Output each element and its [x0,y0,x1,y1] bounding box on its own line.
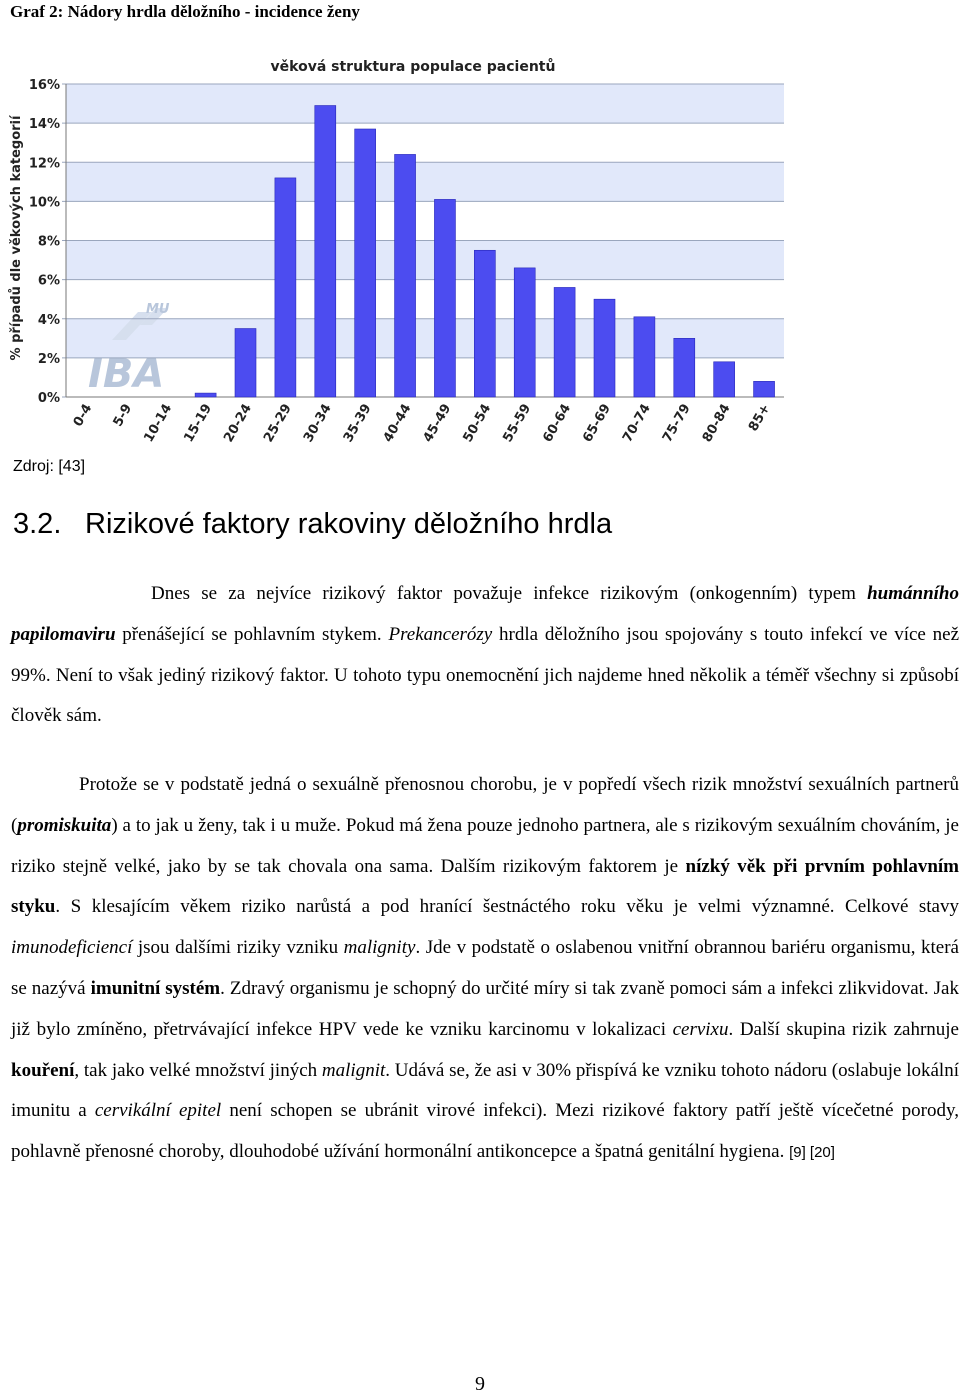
p2-term-cervikalni-epitel: cervikální epitel [94,1100,222,1122]
x-tick-label: 20-24 [221,401,255,445]
p2-term-malignity: malignity [343,937,416,959]
bar-65-69 [594,299,615,397]
x-tick-label: 10-14 [141,401,176,445]
y-tick-label: 0% [37,391,60,406]
y-tick-labels [29,78,60,406]
grid-band [66,84,784,123]
p1-term-hpv: humánního papilomaviru [11,583,959,645]
y-tick-label: 16% [28,78,60,93]
x-tick-labels [71,402,774,446]
x-tick-label: 75-79 [659,401,694,445]
y-tick-label: 2% [37,351,60,367]
p2-text-8: , tak jako velké množství jiných [74,1059,322,1081]
x-tick-label: 80-84 [699,401,734,445]
x-tick-label: 35-39 [340,401,375,445]
p1-text-1: Dnes se za nejvíce rizikový faktor považuje infekce rizikovým (onkogenním) typem [151,583,868,604]
source-note: Zdroj: [43] [13,458,86,475]
y-tick-label: 10% [28,195,60,211]
y-tick-label: 4% [37,312,60,328]
bar-35-39 [355,129,376,397]
bar-50-54 [474,250,495,397]
page-number: 9 [475,1373,485,1395]
p1-text-3: hrdla děložního jsou spojovány s touto infekcí ve více než 99%. Není to však jediný rizikový faktor. U tohoto typu onemocnění jich najdeme hned několik a téměř všechny si způsobí člověk sám. [11,623,959,727]
x-tick-label: 0-4 [70,401,96,430]
p2-term-promiskuita: promiskuita [17,814,112,836]
p2-text-3: . S klesajícím věkem riziko narůstá a pod hranící šestnáctého roku věku je velmi významné. Celkové stavy [55,896,959,918]
p1-term-prekancerozy: Prekancerózy [388,623,493,645]
p2-text-2: ) a to jak u ženy, tak i u muže. Pokud má žena pouze jednoho partnera, ale s rizikovým sexuálním chováním, je riziko stejně velké, jako by se tak chovala ona sama. Dalším rizikovým faktorem je [11,814,959,877]
x-tick-label: 40-44 [380,401,415,445]
x-tick-label: 45-49 [420,401,455,445]
p2-text-9: . Udává se, že asi v 30% přispívá ke vzniku tohoto nádoru (oslabuje lokální imunitu a [11,1059,959,1122]
x-tick-label: 70-74 [620,401,654,445]
watermark-iba: IBA [88,351,165,397]
bar-85+ [754,381,775,397]
section-heading [13,508,612,541]
p1-text-2: přenášející se pohlavním stykem. [115,623,389,645]
grid-band [66,201,784,240]
x-tick-label: 65-69 [580,401,614,445]
watermark-mu: MU [146,302,170,317]
bar-40-44 [395,154,416,397]
p2-term-cervix: cervixu [672,1018,729,1040]
p2-term-imunodeficience: imunodeficiencí [11,937,133,959]
grid-band [66,241,784,280]
bar-70-74 [634,317,655,397]
section-title: Rizikové faktory rakoviny děložního hrdla [85,508,613,540]
y-tick-label: 6% [37,273,60,289]
p2-text-7: . Další skupina rizik zahrnuje [728,1018,959,1040]
bar-55-59 [514,268,535,397]
p2-term-malignit: malignit [321,1059,386,1081]
x-tick-label: 30-34 [300,401,335,445]
p2-references: [9] [20] [789,1144,835,1162]
age-structure-chart [0,50,800,445]
bar-80-84 [714,362,735,397]
x-tick-label: 60-64 [540,401,575,445]
p2-term-nizky-vek: nízký věk při prvním pohlavním styku [11,855,959,918]
p2-text-10: není schopen se ubránit virové infekci). Mezi rizikové faktory patří ještě vícečetné porody, pohlavně přenosné choroby, dlouhodobé užívání hormonální antikoncepce a špatná genitální hygiena. [11,1100,959,1163]
bar-45-49 [434,199,455,397]
p2-text-1: Protože se v podstatě jedná o sexuálně přenosnou chorobu, je v popředí všech rizik množství sexuálních partnerů ( [11,774,959,836]
bar-30-34 [315,106,336,397]
bar-15-19 [195,393,216,397]
x-tick-label: 5-9 [110,401,136,430]
bar-25-29 [275,178,296,397]
x-tick-label: 50-54 [460,401,495,445]
x-tick-label: 85+ [746,401,774,435]
p2-text-6: . Zdravý organismu je schopný do určité míry si tak zvaně pomoci sám a infekci zlikvidovat. Jak již bylo zmíněno, přetrvávající infekce HPV vede ke vzniku karcinomu v lokalizaci [11,977,959,1040]
section-number: 3.2. [13,508,62,540]
x-tick-label: 25-29 [261,401,295,445]
grid-band [66,123,784,162]
chart-title: věková struktura populace pacientů [270,59,556,75]
grid-band [66,280,784,319]
figure-caption: Graf 2: Nádory hrdla děložního - incidence ženy [10,2,360,21]
p2-term-imunitni-system: imunitní systém [90,977,221,999]
y-tick-label: 8% [37,234,60,250]
p2-text-4: jsou dalšími riziky vzniku [132,937,344,959]
y-axis-label: % případů dle věkových kategorií [9,115,24,361]
bar-60-64 [554,287,575,397]
bar-75-79 [674,338,695,397]
bar-20-24 [235,329,256,397]
x-tick-label: 15-19 [181,401,216,445]
y-tick-label: 12% [28,156,60,172]
p2-text-5: . Jde v podstatě o oslabenou vnitřní obrannou bariéru organismu, která se nazývá [11,937,959,999]
paragraph-1 [11,574,959,737]
x-tick-label: 55-59 [500,401,535,445]
paragraph-2 [11,765,959,1174]
grid-band [66,162,784,201]
y-tick-label: 14% [28,117,60,133]
p2-term-koureni: kouření [11,1059,75,1081]
